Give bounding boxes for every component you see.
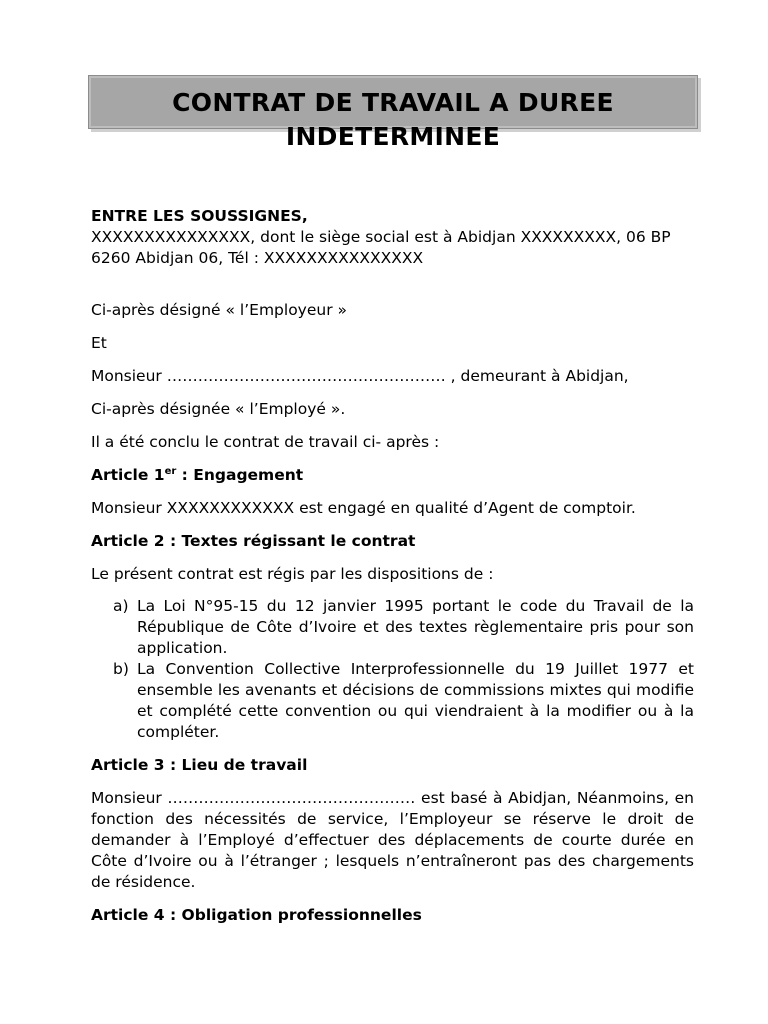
parties-heading: ENTRE LES SOUSSIGNES, (91, 207, 308, 225)
article-2-intro: Le présent contrat est régis par les dispositions de : (91, 565, 494, 583)
article-1-heading (91, 465, 694, 486)
document-title-line2: INDETERMINEE (285, 122, 501, 151)
and-connector: Et (91, 334, 107, 352)
article-1-text: Monsieur XXXXXXXXXXXX est engagé en qualité d’Agent de comptoir. (91, 499, 636, 517)
document-title (88, 86, 698, 154)
list-item-text: La Convention Collective Interprofessionnelle du 19 Juillet 1977 et ensemble les avenants et décisions de commissions mixtes qui modifie et complété cette convention ou qui viendraient à la modifier ou à la compléter. (137, 660, 694, 741)
employer-designation: Ci-après désigné « l’Employeur » (91, 301, 347, 319)
list-item-text: La Loi N°95-15 du 12 janvier 1995 portant le code du Travail de la République de Côte d’Ivoire et des textes règlementaire pris pour son application. (137, 597, 694, 657)
article-2-heading: Article 2 : Textes régissant le contrat (91, 532, 416, 550)
contract-intro: Il a été conclu le contrat de travail ci- après : (91, 433, 440, 451)
list-item-marker: a) (113, 597, 129, 615)
employee-designation: Ci-après désignée « l’Employé ». (91, 400, 346, 418)
article-1-heading-prefix: Article 1 (91, 466, 165, 484)
document-title-line1: CONTRAT DE TRAVAIL A DUREE (172, 88, 614, 117)
article-1-heading-sup: er (164, 466, 177, 477)
article-1-heading-suffix: : Engagement (176, 466, 304, 484)
list-item (91, 659, 694, 743)
document-body (91, 206, 694, 926)
article-3-text: Monsieur ………………………………………… est basé à Abidjan, Néanmoins, en fonction des nécessités de service, l’Employeur se réserve le droit de demander à l’Employé d’effectuer des déplacements de courte durée en Côte d’Ivoire ou à l’étranger ; lesquels n’entraîneront pas des chargements de résidence. (91, 789, 694, 891)
list-item-marker: b) (113, 660, 129, 678)
employer-details: XXXXXXXXXXXXXXX, dont le siège social est à Abidjan XXXXXXXXX, 06 BP 6260 Abidjan 06, Tél : XXXXXXXXXXXXXXX (91, 228, 671, 267)
article-4-heading: Article 4 : Obligation professionnelles (91, 906, 422, 924)
list-item (91, 596, 694, 659)
article-3-heading: Article 3 : Lieu de travail (91, 756, 308, 774)
article-2-list (91, 596, 694, 743)
employee-line: Monsieur ……………………………………………… , demeurant à Abidjan, (91, 367, 629, 385)
